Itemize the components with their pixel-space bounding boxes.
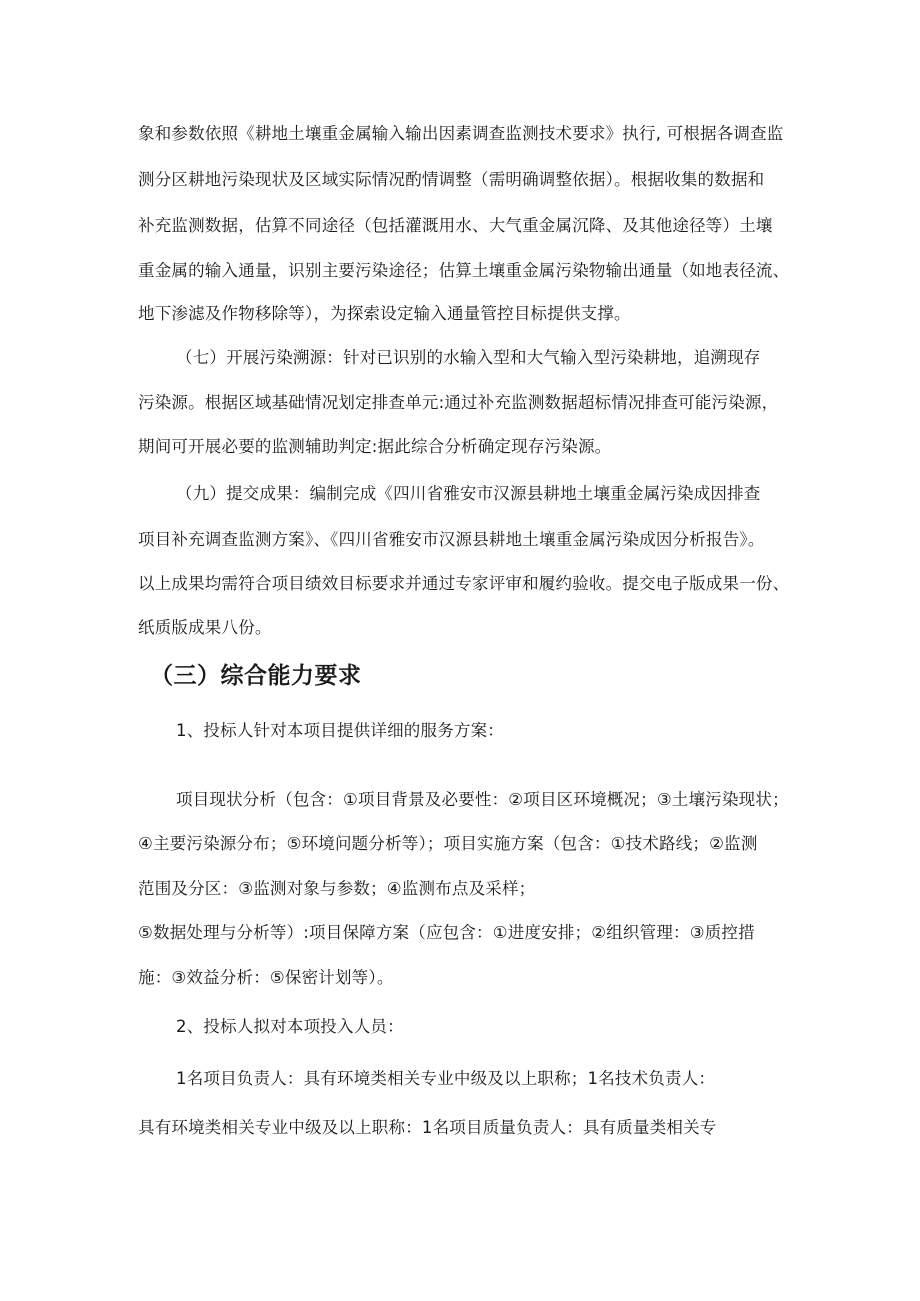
paragraph-4-line-5: 施：③效益分析：⑤保密计划等）。	[138, 968, 394, 987]
paragraph-2-line-2: 污染源。根据区域基础情况划定排查单元:通过补充监测数据超标情况排查可能污染源，	[138, 393, 779, 412]
paragraph-3-line-2: 项目补充调查监测方案》、《四川省雅安市汉源县耕地土壤重金属污染成因分析报告》。	[138, 530, 765, 549]
item-1-text: 1、投标人针对本项目提供详细的服务方案：	[176, 721, 504, 740]
paragraph-2-line-3: 期间可开展必要的监测辅助判定:据此综合分析确定现存污染源。	[138, 437, 612, 456]
paragraph-4-line-3: 范围及分区：③监测对象与参数；④监测布点及采样；	[138, 879, 536, 898]
paragraph-3-line-4: 纸质版成果八份。	[138, 618, 272, 637]
item-2-text: 2、投标人拟对本项投入人员：	[176, 1017, 404, 1036]
paragraph-1-line-3: 补充监测数据，估算不同途径（包括灌溉用水、大气重金属沉降、及其他途径等）土壤	[138, 216, 773, 235]
paragraph-4-line-4: ⑤数据处理与分析等）:项目保障方案（应包含：①进度安排；②组织管理：③质控措	[138, 923, 755, 942]
paragraph-1-line-2: 测分区耕地污染现状及区域实际情况酌情调整（需明确调整依据）。根据收集的数据和	[138, 170, 765, 189]
paragraph-5-line-1: 1名项目负责人：具有环境类相关专业中级及以上职称；1名技术负责人：	[176, 1069, 716, 1088]
section-heading: （三）综合能力要求	[150, 663, 362, 689]
paragraph-4-line-1: 项目现状分析（包含：①项目背景及必要性：②项目区环境概况；③土壤污染现状；	[176, 790, 789, 809]
paragraph-1-line-4: 重金属的输入通量，识别主要污染途径；估算土壤重金属污染物输出通量（如地表径流、	[138, 261, 790, 280]
paragraph-1-line-1: 象和参数依照《耕地土壤重金属输入输出因素调查监测技术要求》执行, 可根据各调查监	[138, 124, 784, 143]
paragraph-5-line-2: 具有环境类相关专业中级及以上职称：1名项目质量负责人：具有质量类相关专	[138, 1118, 717, 1137]
paragraph-3-line-1: （九）提交成果：编制完成《四川省雅安市汉源县耕地土壤重金属污染成因排查	[176, 484, 761, 503]
paragraph-1-line-5: 地下渗滤及作物移除等），为探索设定输入通量管控目标提供支撑。	[138, 304, 631, 323]
paragraph-2-line-1: （七）开展污染溯源：针对已识别的水输入型和大气输入型污染耕地，追溯现存	[176, 348, 761, 367]
paragraph-3-line-3: 以上成果均需符合项目绩效目标要求并通过专家评审和履约验收。提交电子版成果一份、	[138, 574, 790, 593]
paragraph-4-line-2: ④主要污染源分布；⑤环境问题分析等）；项目实施方案（包含：①技术路线；②监测	[138, 834, 758, 853]
